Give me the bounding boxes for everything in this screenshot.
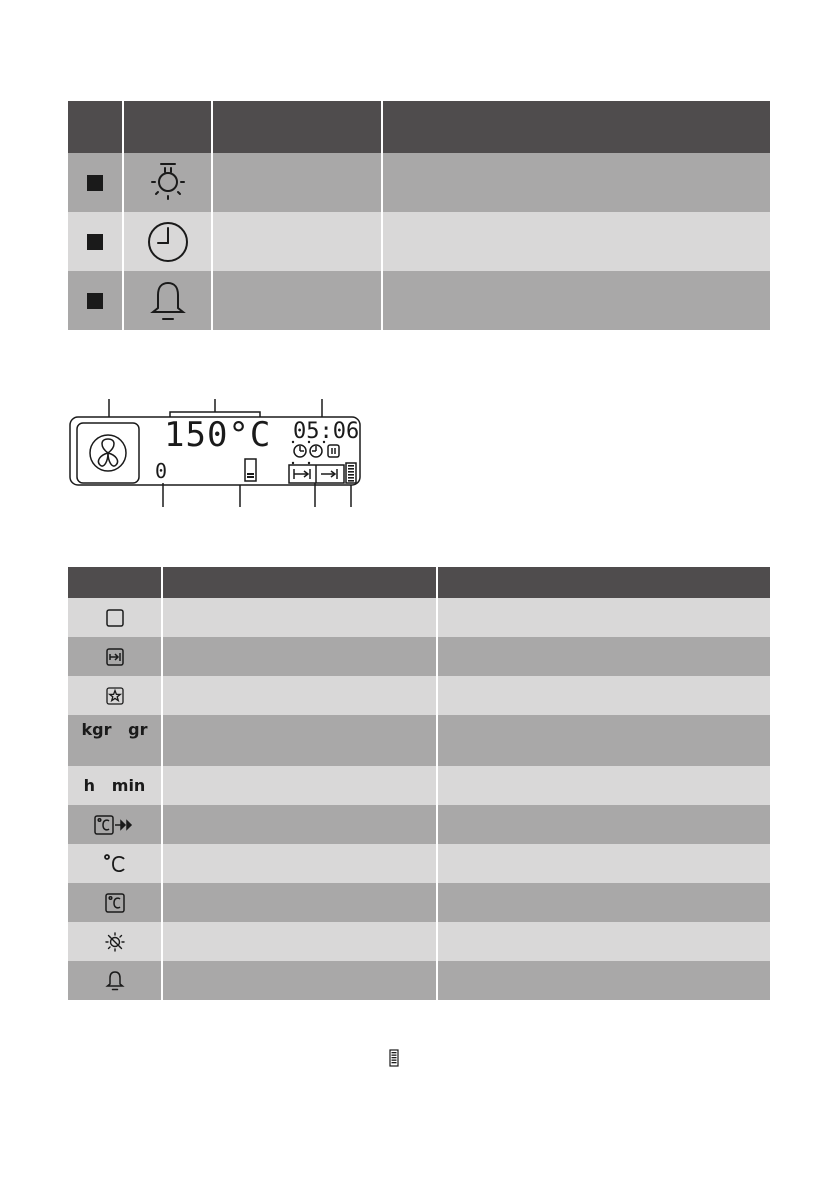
duration-icon [294, 469, 310, 479]
clock-small-icon [310, 445, 322, 457]
lamp-off-icon [104, 931, 126, 953]
table-row [68, 271, 770, 330]
table-row [68, 805, 770, 844]
celsius-icon [103, 853, 127, 875]
indicators-table [68, 567, 770, 1000]
pause-icon [328, 445, 339, 457]
bell-icon [146, 279, 190, 323]
table-row [68, 766, 770, 805]
time-readout: 05:06 [293, 419, 360, 444]
square-marker [87, 293, 103, 309]
table-row [68, 961, 770, 1000]
heat-up-icon [93, 814, 137, 836]
end-time-icon [105, 647, 125, 667]
table-row [68, 676, 770, 715]
table-row [68, 844, 770, 883]
table-row [68, 212, 770, 271]
display-diagram [60, 395, 370, 515]
light-bulb-icon [146, 161, 190, 205]
bell-icon [105, 970, 125, 992]
table-row [68, 598, 770, 637]
buttons-table [68, 101, 770, 330]
fan-icon [90, 435, 126, 471]
temperature-readout: 150°C [164, 415, 272, 455]
square-marker [87, 234, 103, 250]
timer-icon [294, 445, 306, 457]
table-row [68, 715, 770, 766]
square-marker [87, 175, 103, 191]
star-box-icon [105, 686, 125, 706]
table-row [68, 922, 770, 961]
table-row [68, 883, 770, 922]
table-row [68, 153, 770, 212]
weight-unit-symbol: kgr gr [81, 720, 148, 739]
celsius-box-icon [104, 892, 126, 914]
heat-bar-icon [389, 1049, 399, 1071]
level-readout: 0 [155, 459, 168, 483]
table-row [68, 637, 770, 676]
clock-icon [146, 220, 190, 264]
time-unit-symbol: h min [83, 776, 146, 795]
square-outline-icon [105, 608, 125, 628]
end-time-small-icon [321, 469, 337, 479]
table-header [68, 567, 770, 598]
table-header [68, 101, 770, 153]
